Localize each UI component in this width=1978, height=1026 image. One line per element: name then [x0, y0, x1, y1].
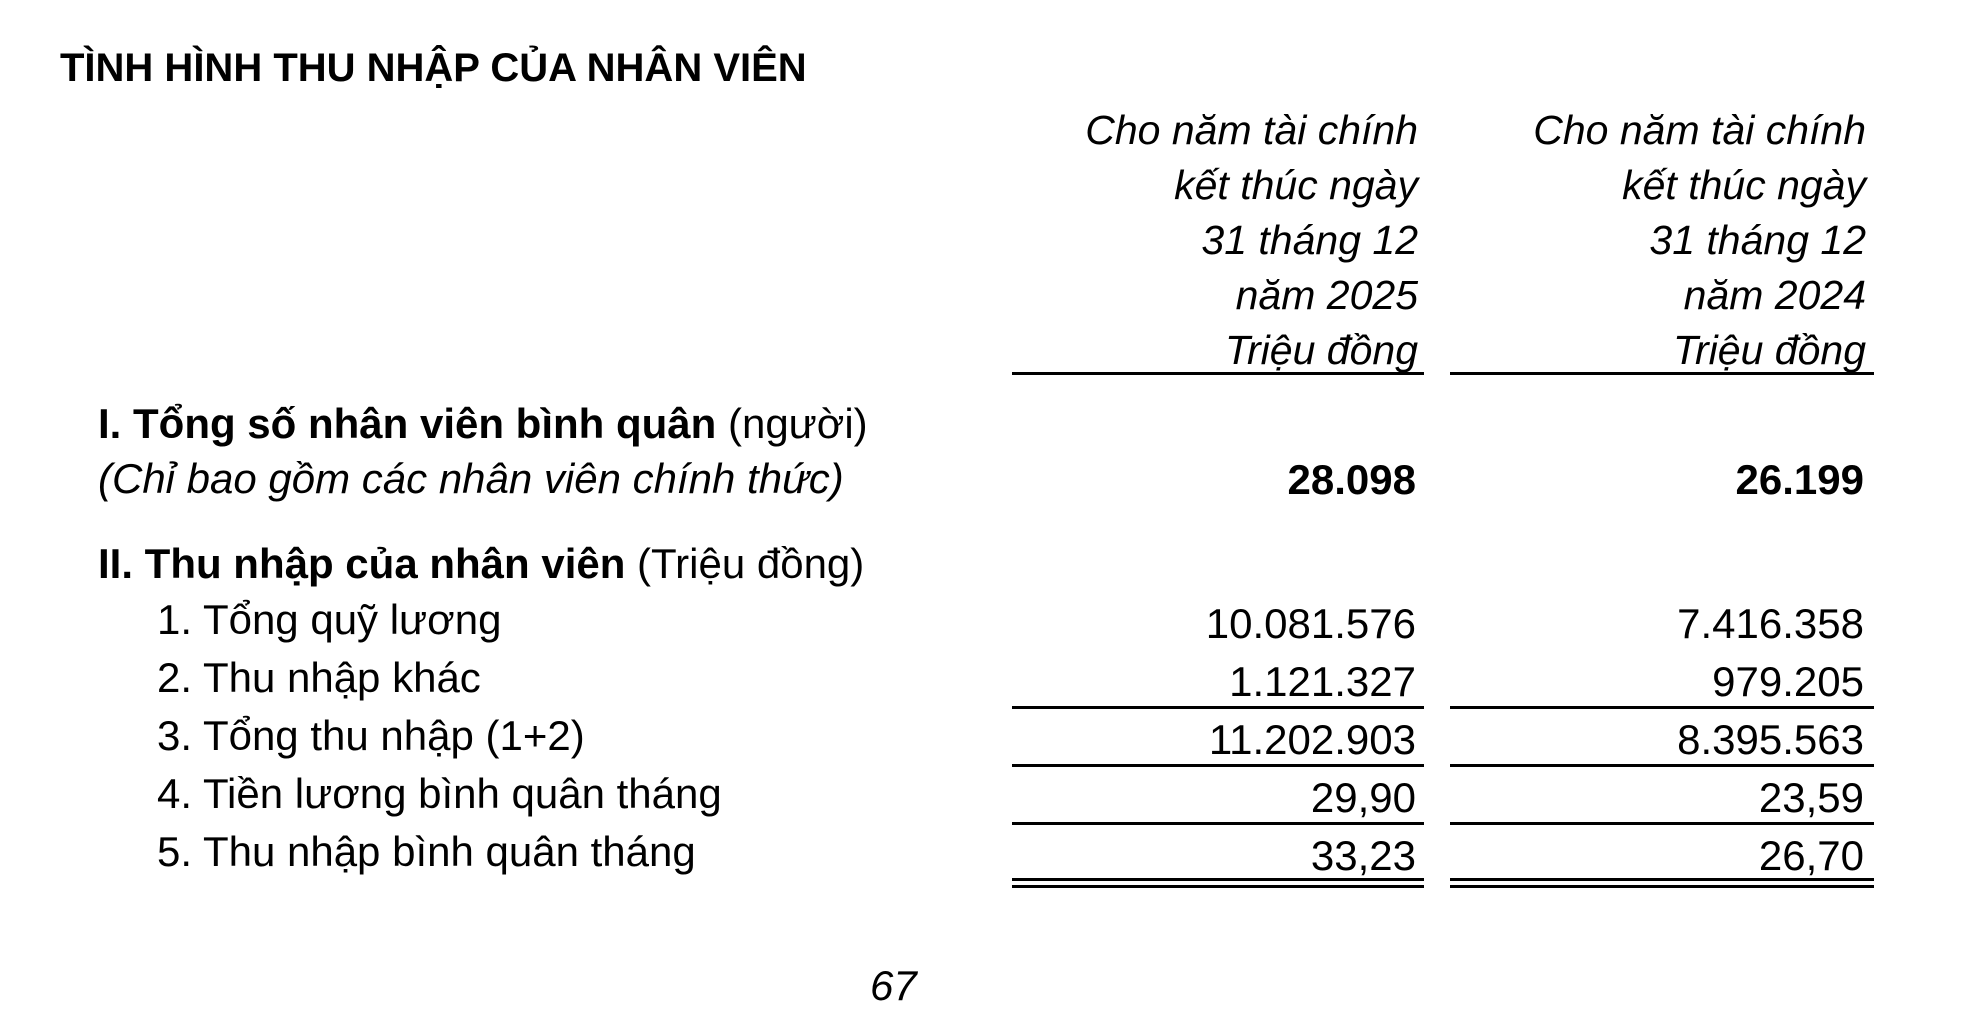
- column-header-line: Cho năm tài chính: [1533, 107, 1866, 153]
- row-value-2024: 23,59: [1758, 774, 1864, 821]
- row-rule-2024: [1450, 822, 1874, 825]
- row-value-2024: 8.395.563: [1677, 716, 1864, 763]
- row-label-other-income: 2. Thu nhập khác: [157, 654, 481, 701]
- total-rule-2025: [1012, 764, 1424, 767]
- column-header-2025: [1085, 103, 1418, 378]
- column-header-line: năm 2024: [1683, 272, 1866, 318]
- double-rule-2024: [1450, 878, 1874, 888]
- row-value-2024: 26,70: [1758, 832, 1864, 879]
- column-header-line: 31 tháng 12: [1201, 217, 1418, 263]
- section-2-heading-unit: (Triệu đồng): [625, 540, 865, 587]
- section-1-note-text: (Chỉ bao gồm các nhân viên chính thức): [98, 455, 844, 502]
- section-1-heading: [98, 398, 868, 450]
- double-rule-2025: [1012, 878, 1424, 888]
- subtotal-rule-2025: [1012, 706, 1424, 709]
- column-header-unit: Triệu đồng: [1225, 327, 1418, 373]
- header-rule-2024: [1450, 372, 1874, 375]
- section-2-heading: [98, 538, 864, 590]
- column-header-line: kết thúc ngày: [1622, 162, 1866, 208]
- employees-2024-value: 26.199: [1735, 456, 1864, 503]
- row-value-2025: 29,90: [1310, 774, 1416, 821]
- row-label-total-salary: 1. Tổng quỹ lương: [157, 596, 502, 643]
- subtotal-rule-2024: [1450, 706, 1874, 709]
- row-label-avg-monthly-salary: 4. Tiền lương bình quân tháng: [157, 770, 722, 817]
- row-value-2024: 7.416.358: [1677, 600, 1864, 647]
- section-1-note: [98, 453, 844, 505]
- section-1-heading-bold: I. Tổng số nhân viên bình quân: [98, 400, 717, 447]
- column-header-line: Cho năm tài chính: [1085, 107, 1418, 153]
- row-value-2025: 10.081.576: [1205, 600, 1416, 647]
- column-header-unit: Triệu đồng: [1673, 327, 1866, 373]
- row-label-total-income: 3. Tổng thu nhập (1+2): [157, 712, 585, 759]
- row-value-2025: 1.121.327: [1229, 658, 1416, 705]
- row-value-2025: 33,23: [1310, 832, 1416, 879]
- page-number: 67: [870, 962, 917, 1009]
- row-value-2025: 11.202.903: [1208, 716, 1416, 763]
- row-rule-2025: [1012, 822, 1424, 825]
- column-header-line: 31 tháng 12: [1649, 217, 1866, 263]
- column-header-2024: [1533, 103, 1866, 378]
- row-label-avg-monthly-income: 5. Thu nhập bình quân tháng: [157, 828, 696, 875]
- header-rule-2025: [1012, 372, 1424, 375]
- section-2-heading-bold: II. Thu nhập của nhân viên: [98, 540, 626, 587]
- section-1-heading-unit: (người): [716, 400, 868, 447]
- column-header-line: kết thúc ngày: [1174, 162, 1418, 208]
- row-value-2024: 979.205: [1712, 658, 1864, 705]
- employees-2025-value: 28.098: [1287, 456, 1416, 503]
- column-header-line: năm 2025: [1235, 272, 1418, 318]
- page-title: TÌNH HÌNH THU NHẬP CỦA NHÂN VIÊN: [60, 46, 807, 90]
- total-rule-2024: [1450, 764, 1874, 767]
